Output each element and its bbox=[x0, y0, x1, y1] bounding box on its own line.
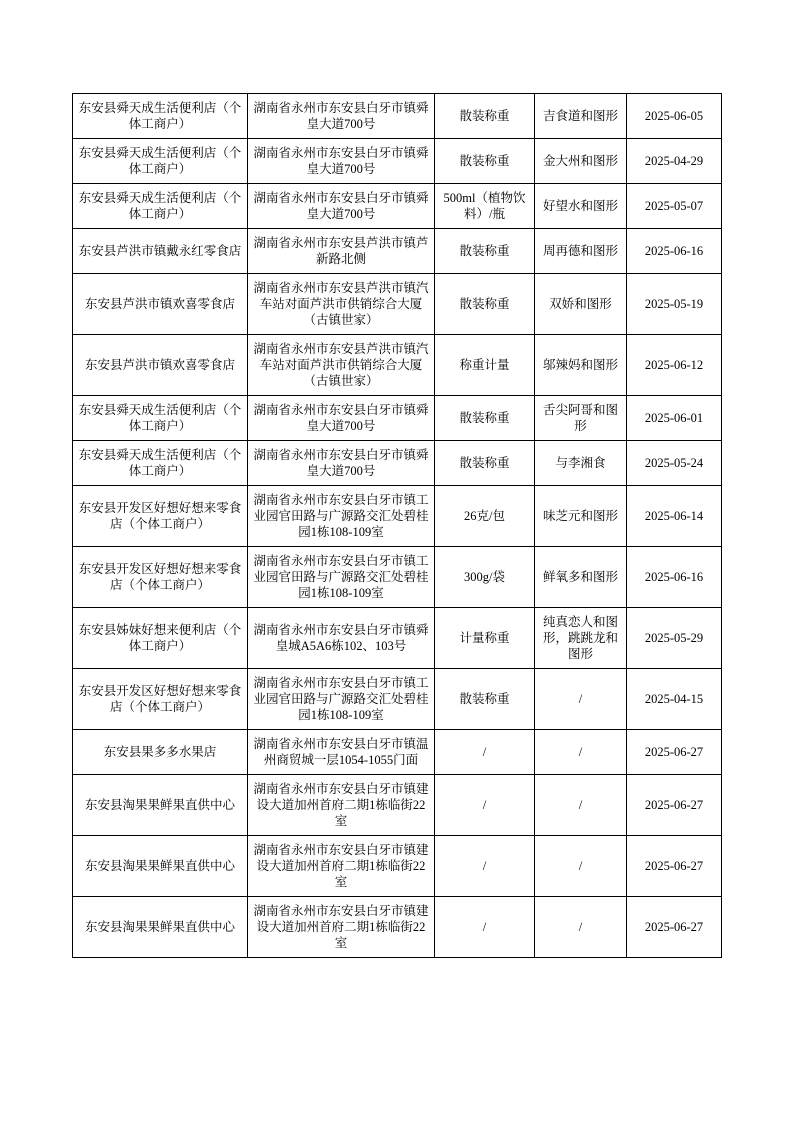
cell-mark: 金大州和图形 bbox=[535, 139, 627, 184]
table-row bbox=[73, 836, 722, 897]
cell-date: 2025-06-16 bbox=[627, 547, 722, 608]
cell-mark: / bbox=[535, 669, 627, 730]
cell-mark: / bbox=[535, 730, 627, 775]
cell-date: 2025-05-24 bbox=[627, 441, 722, 486]
cell-address: 湖南省永州市东安县白牙市镇工业园官田路与广源路交汇处碧桂园1栋108-109室 bbox=[248, 486, 435, 547]
cell-date: 2025-06-27 bbox=[627, 836, 722, 897]
cell-mark: / bbox=[535, 897, 627, 958]
cell-name: 东安县开发区好想好想来零食店（个体工商户） bbox=[73, 547, 248, 608]
cell-spec: 散装称重 bbox=[435, 396, 535, 441]
cell-date: 2025-06-27 bbox=[627, 897, 722, 958]
cell-address: 湖南省永州市东安县芦洪市镇汽车站对面芦洪市供销综合大厦（古镇世家） bbox=[248, 335, 435, 396]
table-row bbox=[73, 184, 722, 229]
cell-mark: 好望水和图形 bbox=[535, 184, 627, 229]
table-row bbox=[73, 669, 722, 730]
cell-date: 2025-06-27 bbox=[627, 775, 722, 836]
cell-address: 湖南省永州市东安县白牙市镇舜皇大道700号 bbox=[248, 94, 435, 139]
cell-spec: / bbox=[435, 897, 535, 958]
cell-date: 2025-05-19 bbox=[627, 274, 722, 335]
cell-name: 东安县芦洪市镇戴永红零食店 bbox=[73, 229, 248, 274]
cell-mark: / bbox=[535, 836, 627, 897]
cell-name: 东安县开发区好想好想来零食店（个体工商户） bbox=[73, 669, 248, 730]
cell-name: 东安县舜天成生活便利店（个体工商户） bbox=[73, 139, 248, 184]
cell-name: 东安县淘果果鲜果直供中心 bbox=[73, 836, 248, 897]
cell-spec: / bbox=[435, 730, 535, 775]
table-row bbox=[73, 897, 722, 958]
table-row bbox=[73, 775, 722, 836]
cell-date: 2025-04-29 bbox=[627, 139, 722, 184]
cell-address: 湖南省永州市东安县白牙市镇舜皇城A5A6栋102、103号 bbox=[248, 608, 435, 669]
table-row bbox=[73, 139, 722, 184]
cell-spec: 散装称重 bbox=[435, 229, 535, 274]
cell-address: 湖南省永州市东安县白牙市镇温州商贸城一层1054-1055门面 bbox=[248, 730, 435, 775]
cell-spec: / bbox=[435, 836, 535, 897]
table-row bbox=[73, 441, 722, 486]
cell-mark: / bbox=[535, 775, 627, 836]
table-row bbox=[73, 730, 722, 775]
cell-address: 湖南省永州市东安县白牙市镇建设大道加州首府二期1栋临街22室 bbox=[248, 836, 435, 897]
cell-name: 东安县芦洪市镇欢喜零食店 bbox=[73, 274, 248, 335]
cell-spec: / bbox=[435, 775, 535, 836]
table-row bbox=[73, 335, 722, 396]
cell-name: 东安县果多多水果店 bbox=[73, 730, 248, 775]
cell-date: 2025-06-16 bbox=[627, 229, 722, 274]
cell-name: 东安县开发区好想好想来零食店（个体工商户） bbox=[73, 486, 248, 547]
cell-date: 2025-06-12 bbox=[627, 335, 722, 396]
cell-address: 湖南省永州市东安县白牙市镇建设大道加州首府二期1栋临街22室 bbox=[248, 775, 435, 836]
cell-address: 湖南省永州市东安县白牙市镇工业园官田路与广源路交汇处碧桂园1栋108-109室 bbox=[248, 547, 435, 608]
cell-spec: 计量称重 bbox=[435, 608, 535, 669]
cell-address: 湖南省永州市东安县白牙市镇工业园官田路与广源路交汇处碧桂园1栋108-109室 bbox=[248, 669, 435, 730]
cell-spec: 称重计量 bbox=[435, 335, 535, 396]
cell-mark: 双娇和图形 bbox=[535, 274, 627, 335]
cell-date: 2025-06-01 bbox=[627, 396, 722, 441]
cell-name: 东安县芦洪市镇欢喜零食店 bbox=[73, 335, 248, 396]
cell-spec: 300g/袋 bbox=[435, 547, 535, 608]
cell-address: 湖南省永州市东安县白牙市镇舜皇大道700号 bbox=[248, 441, 435, 486]
cell-address: 湖南省永州市东安县白牙市镇建设大道加州首府二期1栋临街22室 bbox=[248, 897, 435, 958]
cell-date: 2025-05-07 bbox=[627, 184, 722, 229]
cell-address: 湖南省永州市东安县白牙市镇舜皇大道700号 bbox=[248, 396, 435, 441]
table-row bbox=[73, 486, 722, 547]
cell-mark: 与李湘食 bbox=[535, 441, 627, 486]
cell-spec: 500ml（植物饮料）/瓶 bbox=[435, 184, 535, 229]
cell-mark: 舌尖阿哥和图形 bbox=[535, 396, 627, 441]
cell-mark: 吉食道和图形 bbox=[535, 94, 627, 139]
table-body bbox=[73, 94, 722, 958]
cell-mark: 鲜氧多和图形 bbox=[535, 547, 627, 608]
cell-date: 2025-05-29 bbox=[627, 608, 722, 669]
business-registry-table bbox=[72, 93, 722, 958]
cell-address: 湖南省永州市东安县白牙市镇舜皇大道700号 bbox=[248, 139, 435, 184]
cell-date: 2025-06-14 bbox=[627, 486, 722, 547]
cell-date: 2025-04-15 bbox=[627, 669, 722, 730]
cell-name: 东安县舜天成生活便利店（个体工商户） bbox=[73, 94, 248, 139]
cell-spec: 散装称重 bbox=[435, 274, 535, 335]
cell-name: 东安县姊妹好想来便利店（个体工商户） bbox=[73, 608, 248, 669]
cell-address: 湖南省永州市东安县芦洪市镇芦新路北侧 bbox=[248, 229, 435, 274]
cell-spec: 散装称重 bbox=[435, 94, 535, 139]
cell-address: 湖南省永州市东安县芦洪市镇汽车站对面芦洪市供销综合大厦（古镇世家） bbox=[248, 274, 435, 335]
cell-date: 2025-06-05 bbox=[627, 94, 722, 139]
table-row bbox=[73, 547, 722, 608]
cell-address: 湖南省永州市东安县白牙市镇舜皇大道700号 bbox=[248, 184, 435, 229]
cell-mark: 味芝元和图形 bbox=[535, 486, 627, 547]
table-row bbox=[73, 608, 722, 669]
cell-spec: 散装称重 bbox=[435, 669, 535, 730]
cell-spec: 26克/包 bbox=[435, 486, 535, 547]
cell-mark: 邬辣妈和图形 bbox=[535, 335, 627, 396]
cell-name: 东安县淘果果鲜果直供中心 bbox=[73, 775, 248, 836]
cell-mark: 周再德和图形 bbox=[535, 229, 627, 274]
table-row bbox=[73, 274, 722, 335]
cell-name: 东安县舜天成生活便利店（个体工商户） bbox=[73, 441, 248, 486]
cell-date: 2025-06-27 bbox=[627, 730, 722, 775]
table-row bbox=[73, 229, 722, 274]
cell-spec: 散装称重 bbox=[435, 441, 535, 486]
cell-name: 东安县淘果果鲜果直供中心 bbox=[73, 897, 248, 958]
cell-mark: 纯真恋人和图形，跳跳龙和图形 bbox=[535, 608, 627, 669]
table-row bbox=[73, 396, 722, 441]
cell-name: 东安县舜天成生活便利店（个体工商户） bbox=[73, 184, 248, 229]
cell-name: 东安县舜天成生活便利店（个体工商户） bbox=[73, 396, 248, 441]
table-row bbox=[73, 94, 722, 139]
cell-spec: 散装称重 bbox=[435, 139, 535, 184]
